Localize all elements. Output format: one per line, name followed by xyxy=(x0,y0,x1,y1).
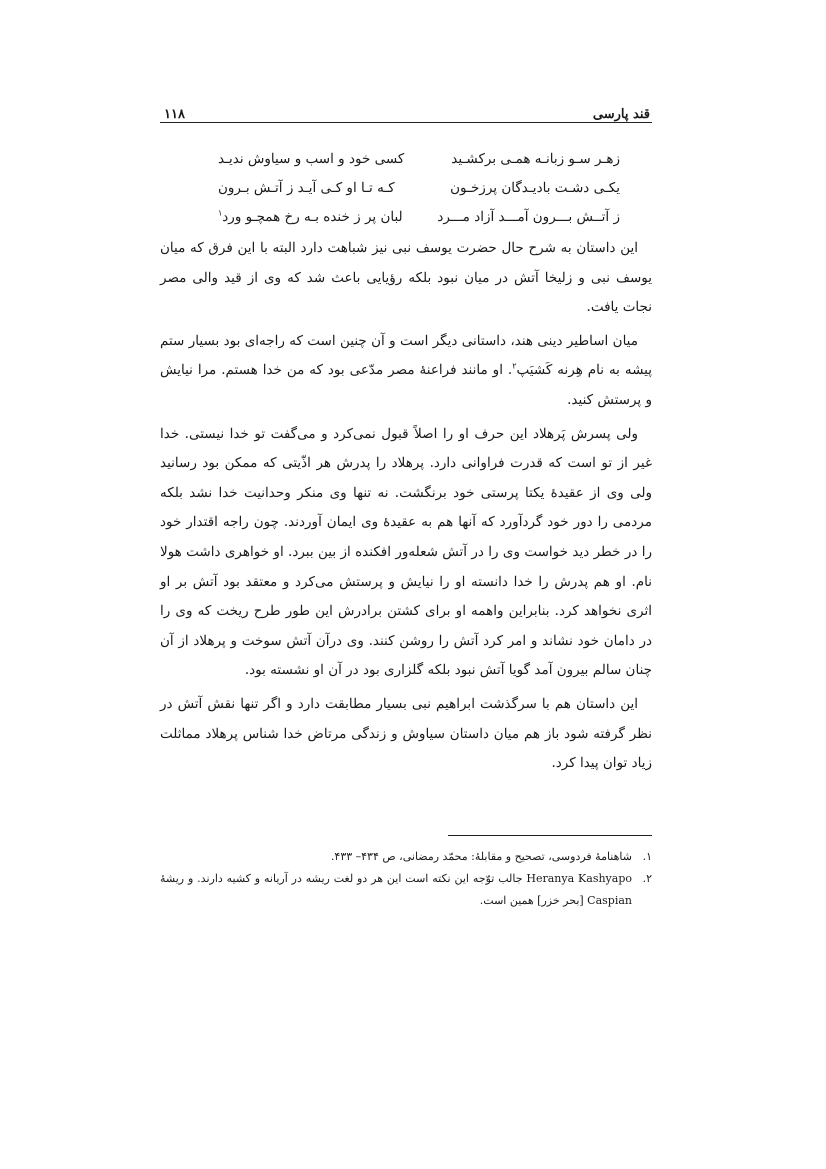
verse-hemistich-text: لبان پر ز خنده بـه رخ همچـو ورد xyxy=(222,209,403,225)
footnote-ref: ۱ xyxy=(218,208,223,218)
footnote-number: ۱. xyxy=(642,849,652,863)
verse-line xyxy=(218,174,620,203)
verse-line xyxy=(218,203,620,232)
book-page xyxy=(160,96,652,912)
paragraph xyxy=(160,327,652,416)
verse-hemistich-second xyxy=(218,203,403,232)
footnote xyxy=(160,868,652,912)
footnote-text: شاهنامهٔ فردوسی، تصحیح و مقابلهٔ: محمّد رمضانی، ص ۴۳۴– ۴۳۳. xyxy=(330,849,632,863)
poem-verses xyxy=(218,145,620,232)
verse-line xyxy=(218,145,620,174)
running-header xyxy=(160,96,652,123)
paragraph: این داستان هم با سرگذشت ابراهیم نبی بسیار مطابقت دارد و اگر تنها نقش آتش در نظر گرفته شود باز هم میان داستان سیاوش و زندگی مرتاض خدا شناس پرهلاد مماثلت زیاد توان پیدا کرد. xyxy=(160,695,652,772)
page-number: ۱۱۸ xyxy=(164,107,185,122)
paragraph: ولی پسرش پَرهلاد این حرف او را اصلاً قبول نمی‌کرد و می‌گفت تو خدا نیستی. خدا غیر از تو است که قدرت فراوانی دارد. پرهلاد را پدرش هر اذّیتی که ممکن بود رسانید ولی وی از عقیدهٔ یکتا پرستی خود برنگشت. نه تنها وی منکر وحدانیت خدا نشد بلکه مردمی را دور خود گردآورد که آنها هم به عقیدهٔ وی ایمان آوردند. چون راجه اقتدار خود را در خطر دید خواست وی را در آتش شعله‌ور افکنده از بین ببرد. او خواهری داشت هولا نام. او هم پدرش را خدا دانسته او را نیایش و پرستش می‌کرد و معتقد بود آتش بر او اثری نخواهد کرد. بنابراین واهمه او برای کشتن برادرش این طور طرح ریخت که وی را در دامان خود نشاند و امر کرد آتش را روشن کنند. وی درآن آتش سوخت و پرهلاد از آن چنان سالم بیرون آمد گویا آتش نبود بلکه گلزاری بود در آن او نشسته بود. xyxy=(160,425,652,679)
footnote-ref: ۲ xyxy=(512,361,517,371)
body-text xyxy=(160,234,652,779)
verse-hemistich-second: کـه تـا او کـی آیـد ز آتـش بـرون xyxy=(218,180,395,196)
verse-hemistich-second: کسی خود و اسب و سیاوش ندیـد xyxy=(218,151,405,167)
paragraph: این داستان به شرح حال حضرت یوسف نبی نیز شباهت دارد البته با این فرق که میان یوسف نبی و زلیخا آتش در میان نبود بلکه رؤیایی باعث شد که وی از قید والی مصر نجات یافت. xyxy=(160,240,652,316)
paragraph-text: میان اساطیر دینی هند، داستانی دیگر است و آن چنین است که راجه‌ای بود بسیار ستم پیشه به نام هِرنه کَشیَپ xyxy=(160,332,652,379)
footnote-number: ۲. xyxy=(642,871,652,885)
paragraph-text: . او مانند فراعنهٔ مصر مدّعی بود که من خدا هستم. مرا نیایش و پرستش کنید. xyxy=(160,362,652,408)
footnotes xyxy=(160,846,652,912)
running-title: قند پارسی xyxy=(592,107,650,122)
footnote-text: Heranya Kashyapo جالب توّجه این نکته است این هر دو لغت ریشه در آریانه و کشیه دارند. و ریشهٔ Caspian [بحر خزر] همین است. xyxy=(160,871,632,907)
footnote-separator xyxy=(448,835,652,836)
footnote xyxy=(160,846,652,868)
verse-hemistich-first: یکـی دشـت بادیـدگان پرزخـون xyxy=(450,180,620,196)
verse-hemistich-first: زهـر سـو زبانـه همـی برکشـید xyxy=(451,151,620,167)
verse-hemistich-first: ز آتــش بـــرون آمـــد آزاد مـــرد xyxy=(437,209,620,225)
